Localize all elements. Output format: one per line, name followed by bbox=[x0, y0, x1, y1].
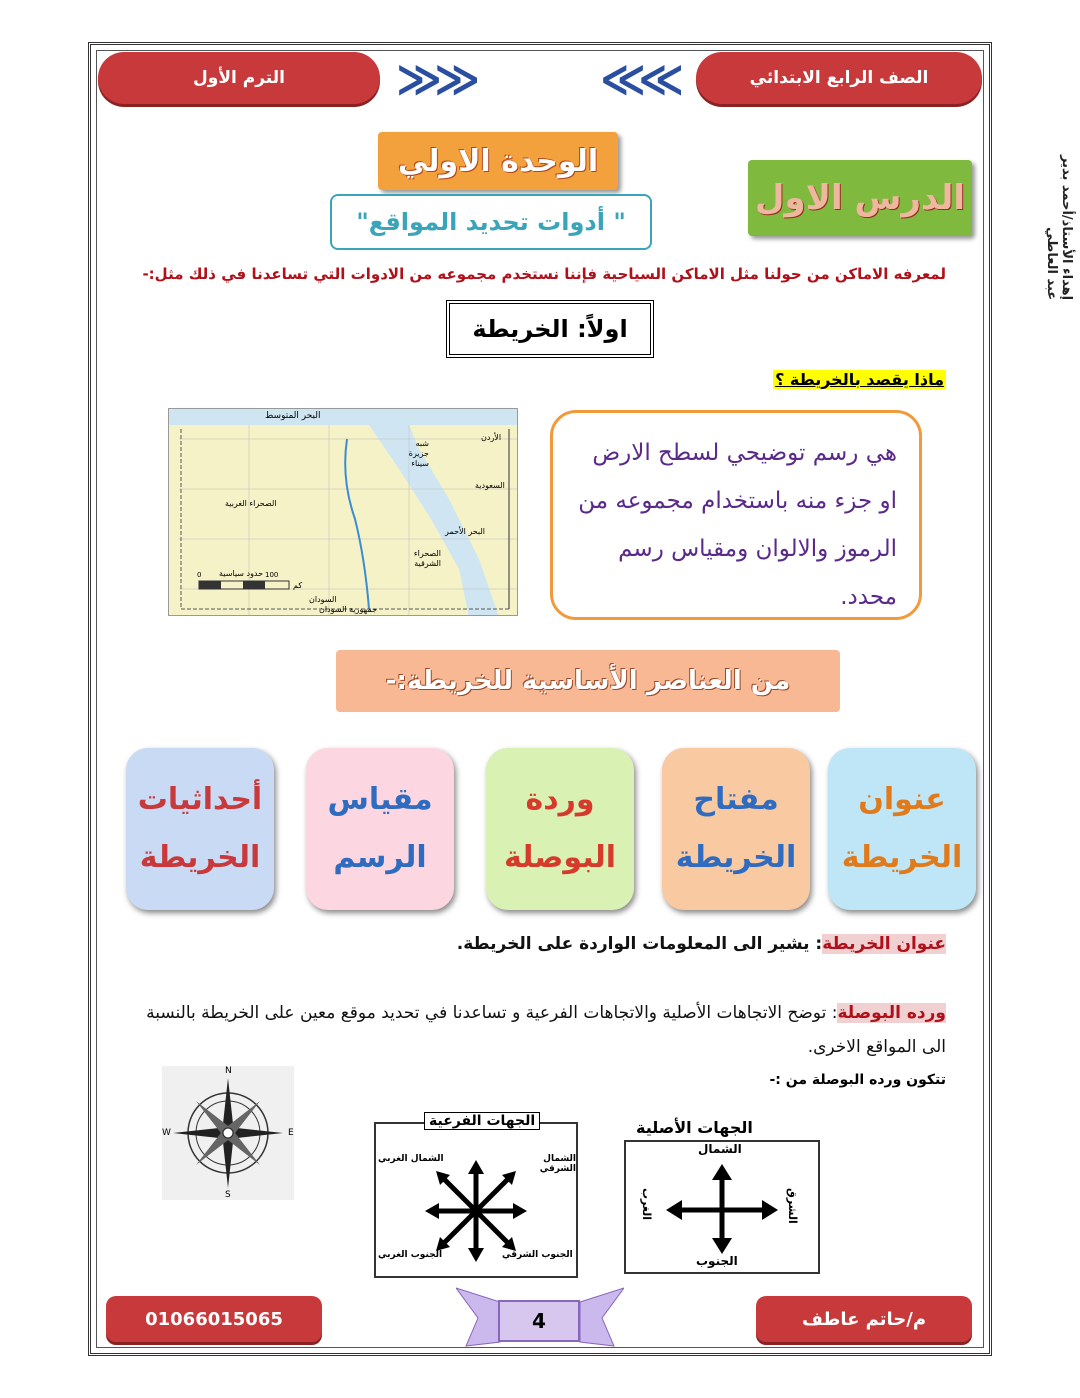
red-sea-area bbox=[369, 425, 502, 616]
card-line2: البوصلة bbox=[503, 840, 617, 875]
grade-pill bbox=[696, 52, 982, 104]
map-legend-border: حدود سياسية bbox=[219, 569, 264, 578]
unit-banner bbox=[378, 132, 618, 190]
sub-dir-nw: الشمال الغربي bbox=[378, 1154, 444, 1164]
compass-w: W bbox=[162, 1128, 171, 1138]
element-card-title bbox=[828, 748, 976, 910]
map-scale-unit: كم bbox=[293, 581, 303, 590]
unit-label: الوحدة الاولي bbox=[397, 143, 599, 179]
card-line1: وردة bbox=[525, 782, 595, 817]
element-card-key bbox=[662, 748, 810, 910]
elements-scroll bbox=[336, 650, 840, 712]
sub-dirs-title: الجهات الفرعية bbox=[424, 1112, 540, 1130]
compass-e: E bbox=[288, 1128, 294, 1138]
page-number-box bbox=[498, 1300, 580, 1342]
sub-dir-ne: الشمال الشرقي bbox=[539, 1154, 576, 1174]
card-line2: الخريطة bbox=[841, 840, 963, 875]
card-line1: مفتاح bbox=[693, 782, 779, 817]
sub-dir-sw: الجنوب الغربي bbox=[378, 1250, 443, 1260]
compass-def-text: : توضح الاتجاهات الأصلية والاتجاهات الفرعية و تساعدنا في تحديد موقع معين على الخريطة بالنسبة الى المواقع الاخرى. bbox=[146, 1003, 946, 1057]
first-tool-box bbox=[446, 300, 654, 358]
map-label-sudan-rep: جمهورية السودان bbox=[319, 605, 377, 614]
term-pill bbox=[98, 52, 380, 104]
map-scale-zero: 0 bbox=[197, 571, 202, 579]
compass-rose bbox=[162, 1066, 294, 1200]
sea-area bbox=[169, 409, 518, 425]
chevron-left-icon: ≪≪ bbox=[600, 54, 677, 105]
main-dir-south: الجنوب bbox=[696, 1254, 738, 1268]
element-card-coordinates bbox=[126, 748, 274, 910]
compass-s: S bbox=[225, 1190, 231, 1200]
phone-pill bbox=[106, 1296, 322, 1342]
map-label-med: البحر المتوسط bbox=[265, 411, 321, 421]
map-label-western-desert: الصحراء الغربية bbox=[225, 499, 277, 508]
egypt-map bbox=[168, 408, 518, 616]
compass-term: ورده البوصلة bbox=[837, 1003, 946, 1023]
term-label: الترم الأول bbox=[193, 68, 285, 88]
grade-label: الصف الرابع الابتدائي bbox=[749, 68, 929, 88]
page-number: 4 bbox=[532, 1309, 546, 1333]
card-line2: الخريطة bbox=[675, 840, 797, 875]
main-directions-box bbox=[624, 1118, 820, 1274]
question-text: ماذا يقصد بالخريطة ؟ bbox=[775, 370, 944, 389]
phone-number: 01066015065 bbox=[145, 1308, 283, 1330]
main-dir-east: الشرق bbox=[786, 1188, 799, 1224]
card-line1: أحداثيات bbox=[137, 782, 263, 817]
compass-definition bbox=[126, 996, 946, 1064]
subtitle-box bbox=[330, 194, 652, 250]
map-label-saudi: السعودية bbox=[475, 481, 505, 490]
map-label-eastern-desert: الصحراء الشرقية bbox=[413, 549, 441, 568]
definition-text: هي رسم توضيحي لسطح الارض او جزء منه باستخدام مجموعه من الرموز والالوان ومقياس رسم محدد. bbox=[578, 440, 897, 610]
main-dirs-title: الجهات الأصلية bbox=[636, 1118, 753, 1137]
main-dir-west: الغرب bbox=[640, 1188, 653, 1221]
title-definition bbox=[457, 934, 946, 954]
element-card-compass bbox=[486, 748, 634, 910]
teacher-pill bbox=[756, 1296, 972, 1342]
definition-box bbox=[550, 410, 922, 620]
map-drawing bbox=[169, 409, 518, 616]
map-label-sudan: السودان bbox=[309, 595, 337, 604]
lesson-label: الدرس الاول bbox=[755, 178, 965, 218]
intro-text: لمعرفه الاماكن من حولنا مثل الاماكن السياحية فإننا نستخدم مجموعه من الادوات التي تساعدنا في ذلك مثل:- bbox=[142, 265, 946, 283]
map-label-jordan: الأردن bbox=[481, 433, 502, 442]
chevron-right-icon: ≫≫ bbox=[396, 54, 473, 105]
first-tool-label: اولاً: الخريطة bbox=[472, 315, 628, 343]
subtitle-label: " أدوات تحديد المواقع" bbox=[356, 208, 626, 236]
lesson-banner bbox=[748, 160, 972, 236]
credit-text: إهداء الأستاذ/أحمد بدير عبد العاطي bbox=[1044, 154, 1074, 300]
compass-rose-icon bbox=[162, 1066, 294, 1200]
title-term: عنوان الخريطة bbox=[822, 934, 946, 954]
map-label-red-sea: البحر الأحمر bbox=[445, 527, 485, 536]
sub-directions-box bbox=[374, 1113, 578, 1278]
elements-title: من العناصر الأساسية للخريطة:- bbox=[385, 666, 791, 696]
nile-river bbox=[345, 439, 369, 609]
title-def-text: : يشير الى المعلومات الواردة على الخريطة. bbox=[456, 934, 823, 954]
main-dir-north: الشمال bbox=[698, 1142, 742, 1156]
sub-dir-se: الجنوب الشرقي bbox=[502, 1250, 573, 1260]
compass-n: N bbox=[225, 1066, 232, 1076]
card-line2: الرسم bbox=[333, 840, 427, 875]
map-label-sinai: شبه جزيرة سيناء bbox=[408, 439, 429, 468]
card-line2: الخريطة bbox=[139, 840, 261, 875]
card-line1: عنوان bbox=[858, 782, 946, 817]
card-line1: مقياس bbox=[327, 782, 433, 817]
compass-parts-heading: تتكون ورده البوصلة من :- bbox=[769, 1072, 946, 1088]
element-card-scale bbox=[306, 748, 454, 910]
map-scale-hundred: 100 bbox=[265, 571, 279, 579]
teacher-name: م/حاتم عاطف bbox=[801, 1308, 927, 1330]
